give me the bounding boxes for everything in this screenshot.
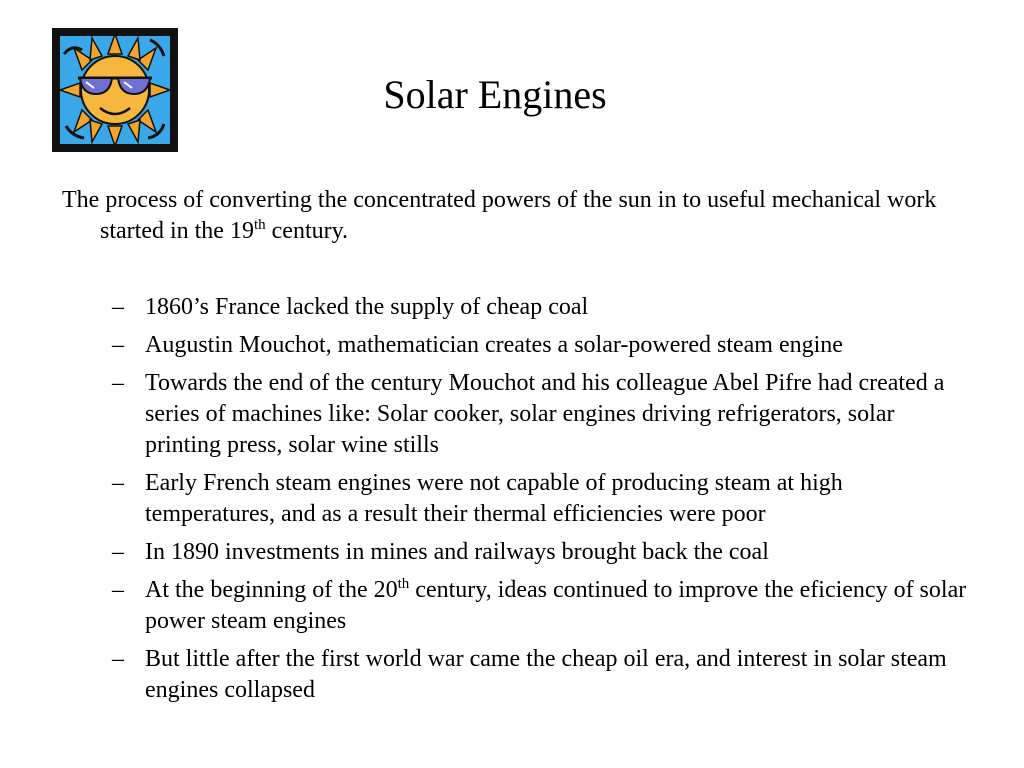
bullet-text: Towards the end of the century Mouchot and his colleague Abel Pifre had created a series of machines like: Solar cooker, solar engines driving refrigerators, solar printing press, solar wine stills	[145, 370, 945, 458]
intro-text: The process of converting the concentrated powers of the sun in to useful mechanical work started in the 19	[62, 187, 937, 244]
intro-text-end: century.	[265, 218, 349, 244]
bullet-item	[112, 292, 974, 323]
bullet-item	[112, 368, 974, 461]
bullet-text: In 1890 investments in mines and railways brought back the coal	[145, 539, 769, 565]
bullet-marker: –	[112, 539, 124, 565]
bullet-text: At the beginning of the 20	[145, 577, 398, 603]
bullet-item	[112, 330, 974, 361]
bullet-marker: –	[112, 577, 124, 603]
bullet-item	[112, 537, 974, 568]
bullet-marker: –	[112, 294, 124, 320]
intro-superscript: th	[253, 217, 266, 233]
bullet-item	[112, 575, 974, 637]
bullet-item	[112, 644, 974, 706]
bullet-marker: –	[112, 332, 124, 358]
bullet-text: Augustin Mouchot, mathematician creates a solar-powered steam engine	[145, 332, 843, 358]
bullet-text: But little after the first world war came the cheap oil era, and interest in solar steam engines collapsed	[145, 646, 947, 703]
bullet-item	[112, 468, 974, 530]
bullet-text: Early French steam engines were not capable of producing steam at high temperatures, and as a result their thermal efficiencies were poor	[145, 470, 843, 527]
bullet-marker: –	[112, 470, 124, 496]
slide-title: Solar Engines	[383, 72, 607, 117]
bullet-text: 1860’s France lacked the supply of cheap coal	[145, 294, 589, 320]
bullet-marker: –	[112, 370, 124, 396]
bullet-marker: –	[112, 646, 124, 672]
bullet-text-end: century, ideas continued to improve the eficiency of solar power steam engines	[145, 577, 967, 634]
bullet-list	[112, 292, 974, 713]
intro-paragraph	[62, 185, 1000, 247]
bullet-superscript: th	[397, 576, 410, 592]
